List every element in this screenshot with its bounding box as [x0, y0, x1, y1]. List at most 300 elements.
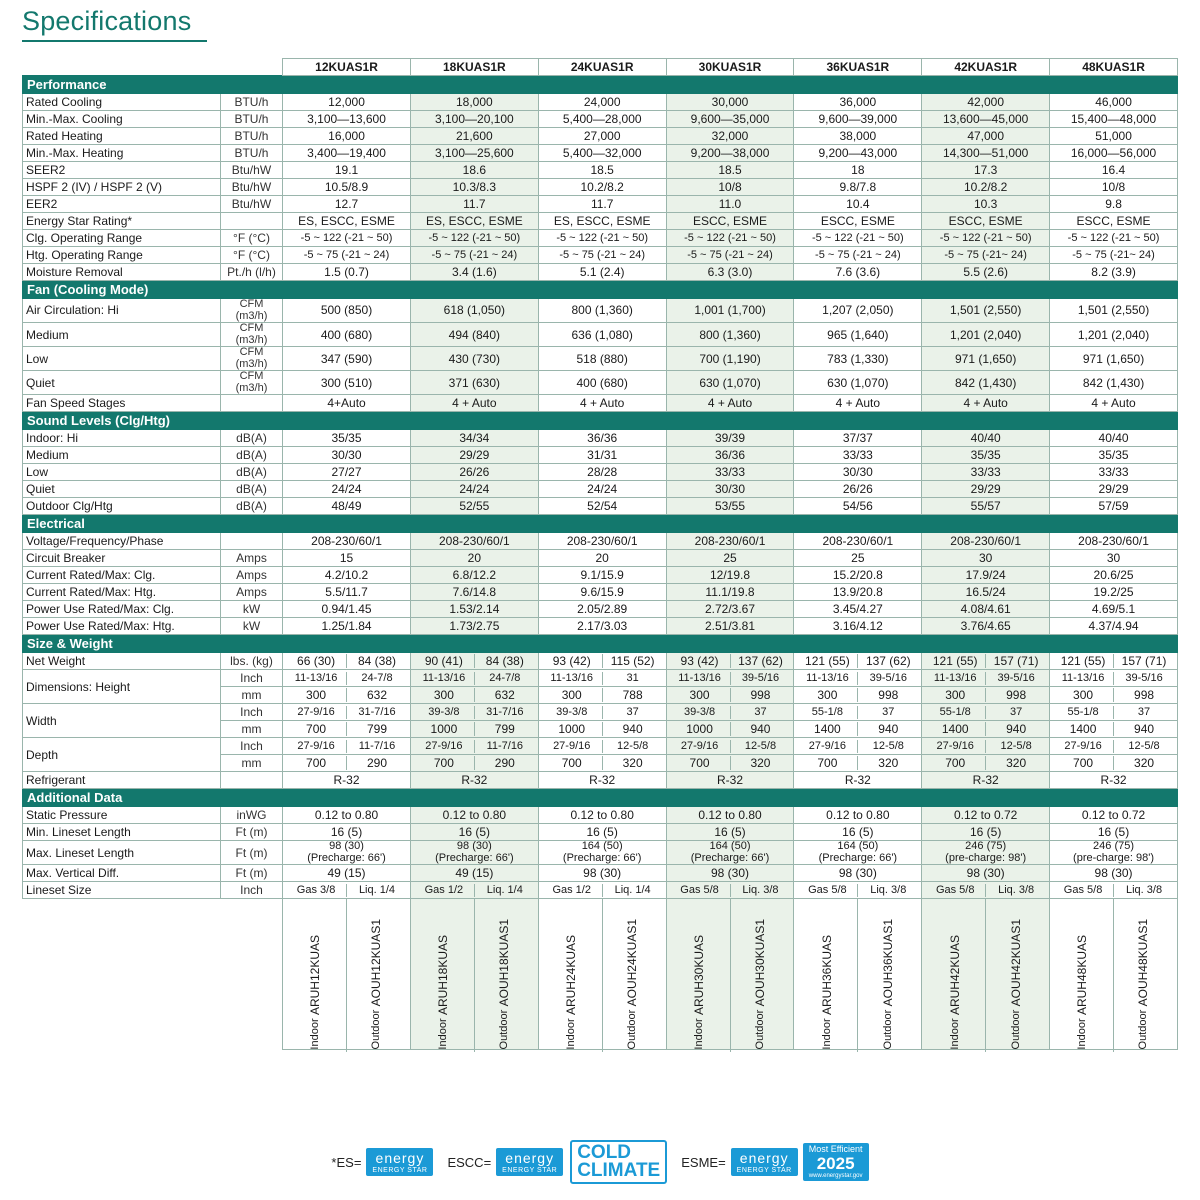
- cell: 24/24: [410, 481, 538, 498]
- cell: [1050, 653, 1178, 670]
- cell: [1050, 755, 1178, 772]
- cell: 800 (1,360): [538, 299, 666, 323]
- cell: 36/36: [538, 430, 666, 447]
- legend-es: [331, 1148, 433, 1176]
- row-label: Max. Vertical Diff.: [23, 865, 221, 882]
- cell-outdoor: 12-5/8: [872, 739, 904, 752]
- outdoor-model: AOUH24KUAS1: [625, 919, 640, 1007]
- cell: 371 (630): [410, 371, 538, 395]
- cell: 27,000: [538, 128, 666, 145]
- cell: 18: [794, 162, 922, 179]
- cell-indoor: 1400: [797, 722, 858, 736]
- cell-indoor: 11-13/16: [286, 672, 347, 685]
- cell-indoor: 11-13/16: [670, 672, 731, 685]
- section-performance: [23, 76, 1178, 94]
- energy-star-caption: ENERGY STAR: [502, 1167, 558, 1175]
- cell: 9.1/15.9: [538, 567, 666, 584]
- cell-indoor: 39-3/8: [542, 706, 603, 719]
- legend-footnotes: [0, 1140, 1200, 1184]
- cell: 16 (5): [538, 824, 666, 841]
- cell-outdoor: 799: [494, 722, 515, 737]
- cell: -5 ~ 122 (-21 ~ 50): [922, 230, 1050, 247]
- cell: 10.5/8.9: [283, 179, 411, 196]
- indoor-model: ARUH12KUAS: [308, 934, 323, 1015]
- cell: -5 ~ 75 (-21~ 24): [1050, 247, 1178, 264]
- cell: 33/33: [922, 464, 1050, 481]
- cell: 3,100—25,600: [410, 145, 538, 162]
- cell: 46,000: [1050, 94, 1178, 111]
- cell-outdoor: 84 (38): [485, 654, 524, 669]
- row-unit: [220, 347, 282, 371]
- row-label: Min.-Max. Heating: [23, 145, 221, 162]
- cell: 38,000: [794, 128, 922, 145]
- cell-indoor: 1000: [542, 722, 603, 736]
- cell-gas: Gas 1/2: [542, 884, 603, 897]
- model-header-24: 24KUAS1R: [538, 59, 666, 76]
- cell: [922, 687, 1050, 704]
- cell: 1,001 (1,700): [666, 299, 794, 323]
- cell-outdoor: 998: [1134, 688, 1155, 703]
- outdoor-model: AOUH36KUAS1: [880, 919, 895, 1007]
- cell: 10/8: [1050, 179, 1178, 196]
- cell: 1,201 (2,040): [1050, 323, 1178, 347]
- row-unit: mm: [220, 755, 282, 772]
- cell: 1.25/1.84: [283, 618, 411, 635]
- row-label: Circuit Breaker: [23, 550, 221, 567]
- cell: [410, 653, 538, 670]
- unit-names-24: [538, 899, 666, 1050]
- cell: 9,200—43,000: [794, 145, 922, 162]
- cell-indoor: 55-1/8: [797, 706, 858, 719]
- cell: 4.2/10.2: [283, 567, 411, 584]
- cell-line1: 164 (50): [709, 840, 751, 853]
- row-label: Medium: [23, 323, 221, 347]
- cell: -5 ~ 75 (-21 ~ 24): [538, 247, 666, 264]
- cell-outdoor: 11-7/16: [358, 739, 396, 752]
- most-efficient-badge: [803, 1143, 869, 1181]
- indoor-model: ARUH18KUAS: [436, 934, 451, 1015]
- cell: 1,501 (2,550): [1050, 299, 1178, 323]
- outdoor-name-42: [986, 899, 1046, 1052]
- cell-outdoor: 320: [750, 756, 771, 771]
- blank-unit: [220, 899, 282, 1050]
- cell: 42,000: [922, 94, 1050, 111]
- row-label: Low: [23, 464, 221, 481]
- cell: 0.94/1.45: [283, 601, 411, 618]
- cell: [794, 653, 922, 670]
- row-label: SEER2: [23, 162, 221, 179]
- cell: ESCC, ESME: [794, 213, 922, 230]
- cell: 0.12 to 0.80: [538, 807, 666, 824]
- cell: [794, 841, 922, 865]
- row-unit: lbs. (kg): [220, 653, 282, 670]
- cell: 300 (510): [283, 371, 411, 395]
- cell-outdoor: 24-7/8: [489, 671, 521, 684]
- cell: -5 ~ 122 (-21 ~ 50): [666, 230, 794, 247]
- cell-outdoor: 998: [878, 688, 899, 703]
- cell: 16,000—56,000: [1050, 145, 1178, 162]
- cell: R-32: [410, 772, 538, 789]
- cell: [283, 841, 411, 865]
- cell-indoor: 66 (30): [286, 654, 347, 668]
- row-label: Moisture Removal: [23, 264, 221, 281]
- cell: 400 (680): [538, 371, 666, 395]
- unit-line1: CFM: [239, 298, 264, 310]
- cell: 971 (1,650): [1050, 347, 1178, 371]
- cell: 13.9/20.8: [794, 584, 922, 601]
- row-sound-hi: [23, 430, 1178, 447]
- section-size-weight: [23, 635, 1178, 653]
- cell-outdoor: 37: [754, 705, 767, 718]
- unit-line1: CFM: [239, 322, 264, 335]
- row-unit: [220, 299, 282, 323]
- outdoor-model: AOUH48KUAS1: [1136, 919, 1151, 1007]
- model-header-48: 48KUAS1R: [1050, 59, 1178, 76]
- indoor-kind: Indoor: [437, 1018, 450, 1050]
- cell: 9,200—38,000: [666, 145, 794, 162]
- cell: 49 (15): [410, 865, 538, 882]
- cell-line2: (Precharge: 66'): [435, 851, 514, 864]
- cell: [410, 755, 538, 772]
- model-header-30: 30KUAS1R: [666, 59, 794, 76]
- cell: 18.5: [538, 162, 666, 179]
- cell-indoor: 27-9/16: [925, 740, 986, 753]
- cell: [1050, 721, 1178, 738]
- row-unit: inWG: [220, 807, 282, 824]
- cell-outdoor: 157 (71): [993, 654, 1039, 669]
- cell: 30: [922, 550, 1050, 567]
- row-label: Current Rated/Max: Clg.: [23, 567, 221, 584]
- cell: [922, 670, 1050, 687]
- row-unit: Ft (m): [220, 824, 282, 841]
- legend-esme: [681, 1143, 868, 1181]
- cell: 34/34: [410, 430, 538, 447]
- cell: 15: [283, 550, 411, 567]
- cell: 630 (1,070): [794, 371, 922, 395]
- cell: -5 ~ 75 (-21 ~ 24): [410, 247, 538, 264]
- outdoor-kind: Outdoor: [498, 1009, 511, 1050]
- cell: [666, 755, 794, 772]
- cell-indoor: 121 (55): [1053, 654, 1114, 668]
- cell: 7.6 (3.6): [794, 264, 922, 281]
- cell: 347 (590): [283, 347, 411, 371]
- cell-outdoor: 940: [878, 722, 899, 737]
- unit-names-36: [794, 899, 922, 1050]
- cell-gas: Gas 5/8: [1053, 884, 1114, 897]
- section-sound-label: Sound Levels (Clg/Htg): [23, 412, 1178, 430]
- cell: 30,000: [666, 94, 794, 111]
- page-title: Specifications: [22, 6, 192, 36]
- unit-names-42: [922, 899, 1050, 1050]
- cell: 10/8: [666, 179, 794, 196]
- cell: [1050, 704, 1178, 721]
- cell: 19.2/25: [1050, 584, 1178, 601]
- outdoor-model: AOUH12KUAS1: [369, 919, 384, 1007]
- energy-star-caption: ENERGY STAR: [736, 1167, 792, 1175]
- indoor-model: ARUH48KUAS: [1075, 934, 1090, 1015]
- cell-outdoor: 31-7/16: [486, 705, 524, 718]
- cell: 30/30: [283, 447, 411, 464]
- row-refrigerant: [23, 772, 1178, 789]
- cell: [922, 738, 1050, 755]
- cell-outdoor: 290: [494, 756, 515, 771]
- cell: 16 (5): [922, 824, 1050, 841]
- outdoor-name-12: [347, 899, 407, 1052]
- cell: 16 (5): [794, 824, 922, 841]
- cell-outdoor: 37: [1137, 705, 1151, 718]
- cell: 9,600—39,000: [794, 111, 922, 128]
- cell: [410, 738, 538, 755]
- row-unit: kW: [220, 618, 282, 635]
- cell: [922, 704, 1050, 721]
- cell: 29/29: [922, 481, 1050, 498]
- cell: [794, 704, 922, 721]
- cell-outdoor: 137 (62): [865, 654, 911, 669]
- row-label: Lineset Size: [23, 882, 221, 899]
- cell: 842 (1,430): [1050, 371, 1178, 395]
- row-air-circulation-hi: [23, 299, 1178, 323]
- outdoor-name-18: [475, 899, 535, 1052]
- cell: 52/55: [410, 498, 538, 515]
- cell: 40/40: [922, 430, 1050, 447]
- cell: ESCC, ESME: [666, 213, 794, 230]
- cell-indoor: 300: [286, 688, 347, 702]
- cell: [410, 882, 538, 899]
- cell: 3,100—20,100: [410, 111, 538, 128]
- title-underline: [22, 40, 207, 42]
- blank-label: [23, 899, 221, 1050]
- row-height-inch: [23, 670, 1178, 687]
- row-unit: Amps: [220, 584, 282, 601]
- cell-indoor: 55-1/8: [1053, 706, 1114, 719]
- cell: 208-230/60/1: [794, 533, 922, 550]
- cell: 18.5: [666, 162, 794, 179]
- cell: 0.12 to 0.72: [922, 807, 1050, 824]
- section-electrical-label: Electrical: [23, 515, 1178, 533]
- cell: R-32: [1050, 772, 1178, 789]
- cell: 800 (1,360): [666, 323, 794, 347]
- legend-esme-label: ESME=: [681, 1154, 726, 1170]
- indoor-name-30: [670, 899, 731, 1052]
- cell: 3.16/4.12: [794, 618, 922, 635]
- cell: 47,000: [922, 128, 1050, 145]
- cell-outdoor: 37: [626, 705, 639, 718]
- energy-star-most-efficient-icon: [731, 1148, 798, 1176]
- row-label: Htg. Operating Range: [23, 247, 221, 264]
- cell: -5 ~ 75 (-21 ~ 24): [794, 247, 922, 264]
- cell: 3.4 (1.6): [410, 264, 538, 281]
- cold-line2: CLIMATE: [577, 1160, 661, 1182]
- cell-indoor: 700: [414, 756, 475, 770]
- indoor-kind: Indoor: [948, 1018, 961, 1050]
- cell: 8.2 (3.9): [1050, 264, 1178, 281]
- cell: 26/26: [794, 481, 922, 498]
- cell: 40/40: [1050, 430, 1178, 447]
- cell-indoor: 700: [286, 756, 347, 770]
- cell: 4+Auto: [283, 395, 411, 412]
- section-additional-data: [23, 789, 1178, 807]
- cell: [538, 721, 666, 738]
- legend-escc: [447, 1140, 667, 1184]
- cell-indoor: 300: [797, 688, 858, 702]
- outdoor-name-24: [603, 899, 663, 1052]
- cell: 35/35: [922, 447, 1050, 464]
- cell: 24,000: [538, 94, 666, 111]
- model-header-36: 36KUAS1R: [794, 59, 922, 76]
- cell: 57/59: [1050, 498, 1178, 515]
- cell-outdoor: 12-5/8: [1128, 739, 1160, 752]
- cell-outdoor: 940: [1006, 722, 1027, 737]
- indoor-name-42: [925, 899, 986, 1052]
- cell: 18.6: [410, 162, 538, 179]
- unit-names-48: [1050, 899, 1178, 1050]
- cell-liquid: Liq. 3/8: [742, 883, 779, 896]
- row-label: Quiet: [23, 481, 221, 498]
- cell-line2: (pre-charge: 98'): [1073, 851, 1155, 864]
- cell: [410, 670, 538, 687]
- section-fan: [23, 281, 1178, 299]
- cell: 35/35: [283, 430, 411, 447]
- cell: 11.7: [410, 196, 538, 213]
- cell: 9.8/7.8: [794, 179, 922, 196]
- cell: 37/37: [794, 430, 922, 447]
- cell-outdoor: 320: [622, 756, 643, 771]
- cell-outdoor: 12-5/8: [617, 739, 649, 752]
- outdoor-kind: Outdoor: [753, 1009, 766, 1050]
- row-unit: BTU/h: [220, 145, 282, 162]
- cell: 52/54: [538, 498, 666, 515]
- cell: 36,000: [794, 94, 922, 111]
- cell: 35/35: [1050, 447, 1178, 464]
- row-unit: Inch: [220, 738, 282, 755]
- row-unit: dB(A): [220, 447, 282, 464]
- cell: 208-230/60/1: [538, 533, 666, 550]
- cell: 3,100—13,600: [283, 111, 411, 128]
- indoor-kind: Indoor: [1076, 1018, 1089, 1050]
- cell-outdoor: 12-5/8: [1000, 739, 1032, 752]
- cell: 33/33: [1050, 464, 1178, 481]
- cell: 98 (30): [666, 865, 794, 882]
- cell: 10.2/8.2: [922, 179, 1050, 196]
- cold-line1: COLD: [577, 1142, 632, 1163]
- cell: [922, 882, 1050, 899]
- cell-outdoor: 115 (52): [610, 654, 655, 669]
- row-htg-operating-range: [23, 247, 1178, 264]
- cell-indoor: 39-3/8: [670, 706, 731, 719]
- indoor-name-48: [1053, 899, 1114, 1052]
- row-label: Air Circulation: Hi: [23, 299, 221, 323]
- cell: 24/24: [538, 481, 666, 498]
- cell: -5 ~ 122 (-21 ~ 50): [1050, 230, 1178, 247]
- row-label: Refrigerant: [23, 772, 221, 789]
- cell: 25: [794, 550, 922, 567]
- cell: 1,201 (2,040): [922, 323, 1050, 347]
- cell: 4.69/5.1: [1050, 601, 1178, 618]
- cell-outdoor: 320: [1134, 756, 1155, 771]
- energy-star-mark: energy: [505, 1150, 555, 1167]
- row-rated-cooling: [23, 94, 1178, 111]
- outdoor-kind: Outdoor: [626, 1009, 639, 1050]
- cell-indoor: 700: [286, 722, 347, 736]
- cell-gas: Gas 1/2: [414, 884, 475, 897]
- row-label: Clg. Operating Range: [23, 230, 221, 247]
- cell: 5.5/11.7: [283, 584, 411, 601]
- cell: 0.12 to 0.80: [283, 807, 411, 824]
- most-efficient-year: 2025: [816, 1153, 855, 1173]
- row-label: Current Rated/Max: Htg.: [23, 584, 221, 601]
- row-max-vertical-diff: [23, 865, 1178, 882]
- cell: 630 (1,070): [666, 371, 794, 395]
- row-sound-low: [23, 464, 1178, 481]
- cell-outdoor: 998: [750, 688, 771, 703]
- unit-line1: CFM: [239, 346, 264, 359]
- cell: 53/55: [666, 498, 794, 515]
- row-label: Power Use Rated/Max: Clg.: [23, 601, 221, 618]
- cell-liquid: Liq. 3/8: [870, 883, 907, 896]
- row-width-inch: [23, 704, 1178, 721]
- cell-indoor: 1000: [414, 722, 475, 736]
- row-label: Static Pressure: [23, 807, 221, 824]
- row-label: HSPF 2 (IV) / HSPF 2 (V): [23, 179, 221, 196]
- outdoor-kind: Outdoor: [1009, 1009, 1022, 1050]
- cell: 6.3 (3.0): [666, 264, 794, 281]
- cell: [283, 653, 411, 670]
- row-static-pressure: [23, 807, 1178, 824]
- cell: 11.1/19.8: [666, 584, 794, 601]
- cell: -5 ~ 122 (-21 ~ 50): [538, 230, 666, 247]
- cell: -5 ~ 122 (-21 ~ 50): [794, 230, 922, 247]
- cell: 0.12 to 0.72: [1050, 807, 1178, 824]
- row-power-clg: [23, 601, 1178, 618]
- row-net-weight: [23, 653, 1178, 670]
- cell: 13,600—45,000: [922, 111, 1050, 128]
- cell: [666, 687, 794, 704]
- cell: 9,600—35,000: [666, 111, 794, 128]
- row-moisture-removal: [23, 264, 1178, 281]
- cell-indoor: 300: [1053, 688, 1114, 702]
- cell: [538, 882, 666, 899]
- row-unit: Amps: [220, 550, 282, 567]
- cell: 208-230/60/1: [922, 533, 1050, 550]
- cell: [283, 670, 411, 687]
- cell: 3,400—19,400: [283, 145, 411, 162]
- cell-line1: 246 (75): [965, 840, 1007, 853]
- cell: 98 (30): [1050, 865, 1178, 882]
- cell-line1: 246 (75): [1093, 840, 1135, 853]
- cell-outdoor: 788: [622, 688, 643, 703]
- energy-star-icon: [366, 1148, 433, 1176]
- row-air-medium: [23, 323, 1178, 347]
- row-label: Width: [23, 704, 221, 738]
- cell: 4 + Auto: [666, 395, 794, 412]
- row-label: Medium: [23, 447, 221, 464]
- row-unit: [220, 395, 282, 412]
- row-unit: Ft (m): [220, 865, 282, 882]
- cell-indoor: 27-9/16: [286, 740, 347, 753]
- cell: 842 (1,430): [922, 371, 1050, 395]
- cell-outdoor: 39-5/16: [869, 671, 907, 684]
- cell: 208-230/60/1: [666, 533, 794, 550]
- cell: 20.6/25: [1050, 567, 1178, 584]
- row-label: Energy Star Rating*: [23, 213, 221, 230]
- cell-indoor: 27-9/16: [542, 740, 603, 753]
- unit-line1: CFM: [239, 370, 264, 383]
- row-label: Net Weight: [23, 653, 221, 670]
- cell: 30: [1050, 550, 1178, 567]
- row-label: Outdoor Clg/Htg: [23, 498, 221, 515]
- unit-line2: (m3/h): [235, 357, 268, 370]
- cell: [410, 841, 538, 865]
